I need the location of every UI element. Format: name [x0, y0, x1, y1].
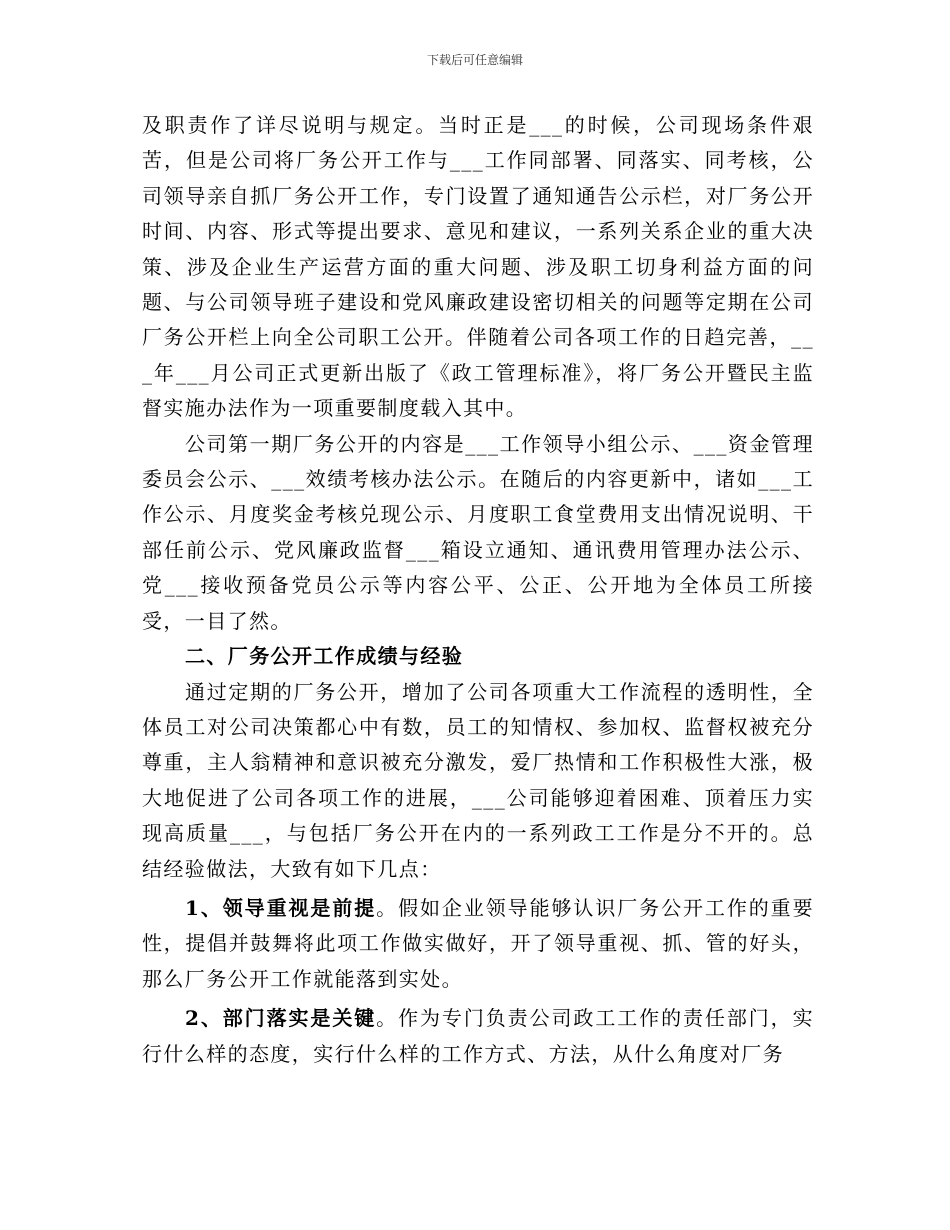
paragraph-achievements: 通过定期的厂务公开，增加了公司各项重大工作流程的透明性，全体员工对公司决策都心中有数，员工的知情权、参加权、监督权被充分尊重，主人翁精神和意识被充分激发，爱厂热情和工作积极性大涨，极大地促进了公司各项工作的进展，___公司能够迎着困难、顶着压力实现高质量___，与包括厂务公开在内的一系列政工工作是分不开的。总结经验做法，大致有如下几点： — [142, 679, 814, 881]
point-2-body: 。作为专门负责公司政工工作的责任部门，实行什么样的态度，实行什么样的工作方式、方法，从什么角度对厂务 — [142, 1006, 814, 1066]
paragraph-responsibilities: 及职责作了详尽说明与规定。当时正是___的时候，公司现场条件艰苦，但是公司将厂务公开工作与___工作同部署、同落实、同考核，公司领导亲自抓厂务公开工作，专门设置了通知通告公示栏，对厂务公开时间、内容、形式等提出要求、意见和建议，一系列关系企业的重大决策、涉及企业生产运营方面的重大问题、涉及职工切身利益方面的问题、与公司领导班子建设和党风廉政建设密切相关的问题等定期在公司厂务公开栏上向全公司职工公开。伴随着公司各项工作的日趋完善，___年___月公司正式更新出版了《政工管理标准》，将厂务公开暨民主监督实施办法作为一项重要制度载入其中。 — [142, 113, 814, 421]
paragraph-point-2 — [142, 1001, 814, 1072]
document-body — [142, 108, 814, 1072]
section-heading: 二、厂务公开工作成绩与经验 — [185, 644, 464, 669]
point-2-lead: 2、部门落实是关键 — [185, 1006, 377, 1031]
point-1-body: 。假如企业领导能够认识厂务公开工作的重要性，提倡并鼓舞将此项工作做实做好，开了领导重视、抓、管的好头，那么厂务公开工作就能落到实处。 — [142, 895, 814, 991]
point-1-lead: 1、领导重视是前提 — [185, 895, 377, 920]
paragraph-point-1 — [142, 891, 814, 997]
page-header: 下载后可任意编辑 — [426, 53, 523, 67]
paragraph-first-disclosure: 公司第一期厂务公开的内容是___工作领导小组公示、___资金管理委员会公示、___效绩考核办法公示。在随后的内容更新中，诸如___工作公示、月度奖金考核兑现公示、月度职工食堂费用支出情况说明、干部任前公示、党风廉政监督___箱设立通知、通讯费用管理办法公示、党___接收预备党员公示等内容公平、公正、公开地为全体员工所接受，一目了然。 — [142, 431, 814, 633]
